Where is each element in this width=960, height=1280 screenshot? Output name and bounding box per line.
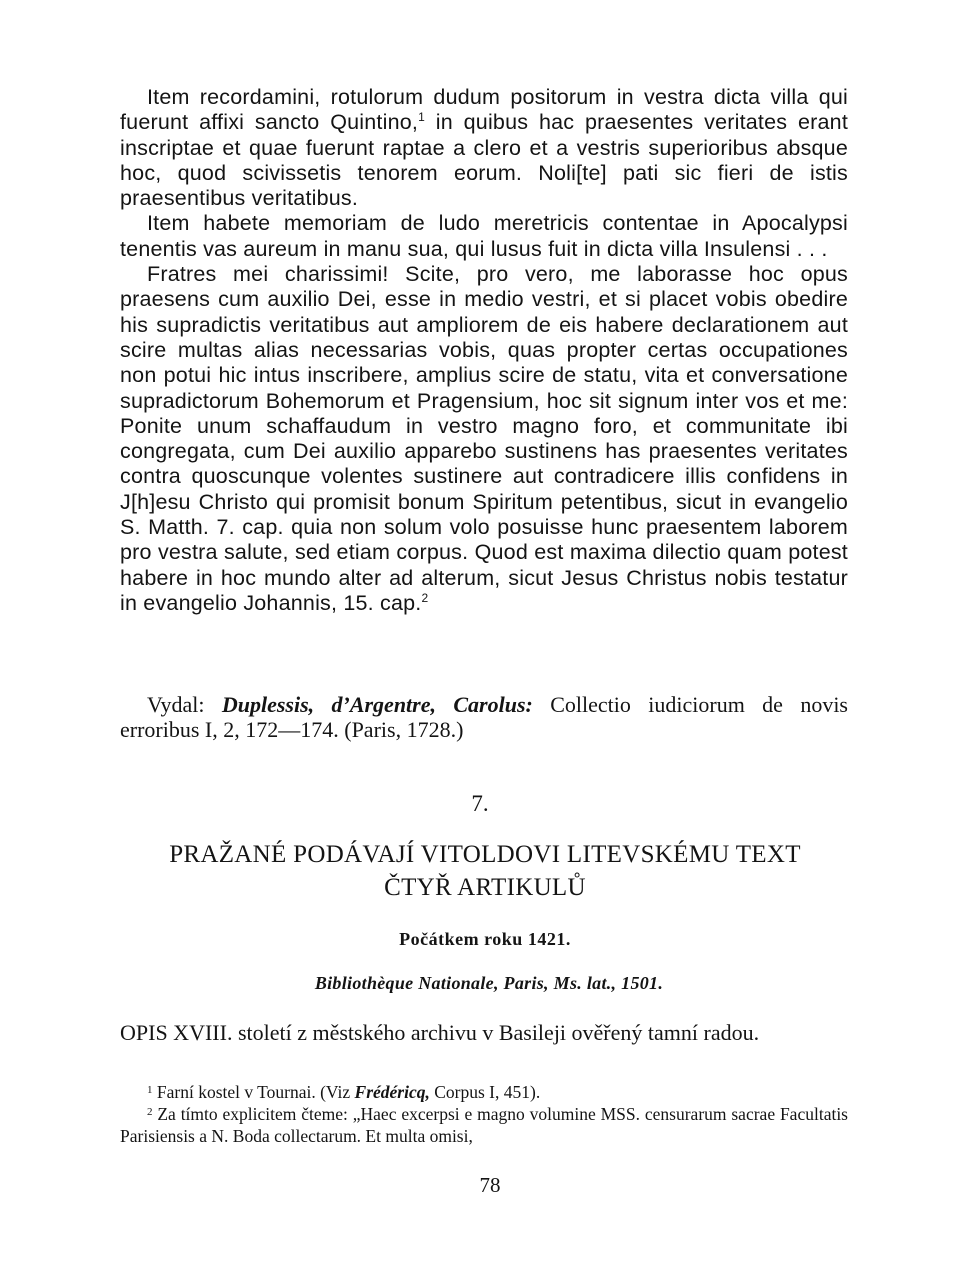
paragraph-1-text-cont: in quibus hac praesentes veritates erant inscriptae et quae fuerunt raptae a clero et a vestris superioribus absque hoc, quod scivissetis tenorem eorum. Noli[te] pati sic fieri de istis praesentibus veritatibus. bbox=[120, 110, 848, 211]
footnote-1-number: 1 bbox=[147, 1084, 153, 1096]
page-number: 78 bbox=[479, 1173, 501, 1197]
document-title bbox=[140, 838, 830, 904]
document-source: Bibliothèque Nationale, Paris, Ms. lat., 1501. bbox=[314, 973, 664, 993]
document-number: 7. bbox=[471, 791, 489, 816]
document-title-line-1: PRAŽANÉ PODÁVAJÍ VITOLDOVI LITEVSKÉMU TEXT bbox=[169, 841, 801, 868]
copy-description bbox=[120, 1020, 848, 1046]
footnote-1 bbox=[120, 1081, 848, 1103]
edition-authors: Duplessis, d’Argentre, Carolus: bbox=[221, 692, 533, 717]
footnote-2 bbox=[120, 1103, 848, 1147]
paragraph-3-text: Fratres mei charissimi! Scite, pro vero, me laborasse hoc opus praesens cum auxilio Dei, esse in medio vestri, et si placet vobis obedire his supradictis veritatibus aut ampliorem de eis habere declarationem aut scire multas alias necessarias vobis, quas propter certas occupationes non potui hic intus inscribere, amplius scire de statu, vita et conversatione supradictorum Bohemorum et Pragensium, hoc sit signum inter vos et me: Ponite unum schaffaudum in vestro magno foro, et communitate ibi congregata, cum Dei auxilio apparebo sustinens has praesentes veritates contra quoscunque volentes sustinere aut contradicere illis confidens in J[h]esu Christo qui promisit bonum Spiritum petentibus, sicut in evangelio S. Matth. 7. cap. quia non solum volo posuisse hunc praesentem laborem pro vestra salute, sed etiam corpus. Quod est maxima dilectio quam potest habere in hoc mundo alter ad alterum, sicut Jesus Christus nobis testatur in evangelio Johannis, 15. cap. bbox=[120, 262, 848, 615]
document-date: Počátkem roku 1421. bbox=[399, 929, 571, 949]
footnote-ref-2: 2 bbox=[421, 590, 429, 605]
footnote-1-text: Farní kostel v Tournai. (Viz bbox=[152, 1082, 355, 1102]
edition-details: Collectio iudiciorum de novis erroribus I, 2, 172—174. (Paris, 1728.) bbox=[120, 692, 848, 743]
main-text bbox=[120, 85, 848, 616]
footnote-1-author: Frédéricq, bbox=[354, 1082, 430, 1102]
paragraph-1-text: Item recordamini, rotulorum dudum positorum in vestra dicta villa qui fuerunt affixi sancto Quintino, bbox=[120, 85, 848, 135]
footnote-2-text: Za tímto explicitem čteme: „Haec excerpsi e magno volumine MSS. censurarum sacrae Facultatis Parisiensis a N. Boda collectarum. Et multa omisi, bbox=[120, 1104, 848, 1146]
document-title-line-2: ČTYŘ ARTIKULŮ bbox=[384, 874, 586, 901]
edition-label: Vydal: bbox=[147, 692, 222, 717]
copy-description-text: OPIS XVIII. století z městského archivu v Basileji ověřený tamní radou. bbox=[120, 1020, 760, 1045]
footnote-ref-1: 1 bbox=[418, 110, 425, 125]
paragraph-3 bbox=[120, 262, 848, 616]
paragraph-1 bbox=[120, 85, 848, 211]
paragraph-2: Item habete memoriam de ludo meretricis contentae in Apocalypsi tenentis vas aureum in manu sua, qui lusus fuit in dicta villa Insulensi . . . bbox=[120, 211, 848, 261]
footnote-1-text-cont: Corpus I, 451). bbox=[429, 1082, 541, 1102]
edition-note bbox=[120, 692, 848, 743]
footnote-2-number: 2 bbox=[147, 1106, 153, 1118]
edition-note-text bbox=[120, 692, 848, 743]
footnotes bbox=[120, 1081, 848, 1147]
